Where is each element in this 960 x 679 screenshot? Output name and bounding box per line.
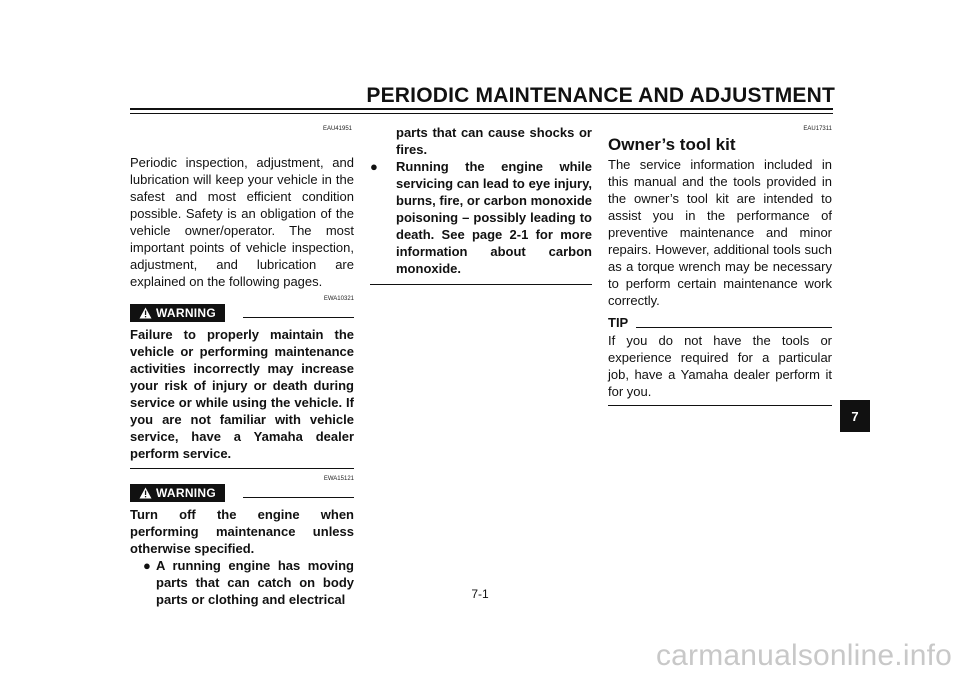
warning-end-rule (370, 284, 592, 285)
bullet-text: Running the engine while servicing can lead to eye injury, burns, fire, or carbon monoxide poisoning – possibly leading to death. See page 2-1 for more information about carbon monoxide. (396, 159, 592, 276)
warning-end-rule (130, 468, 354, 469)
list-item (370, 124, 592, 158)
tip-end-rule (608, 405, 832, 406)
section-title: Owner’s tool kit (608, 135, 736, 154)
warning-code: EWA10321 (323, 296, 354, 302)
list-item (143, 557, 354, 608)
intro-paragraph: Periodic inspection, adjustment, and lubrication will keep your vehicle in the safest and most efficient condition possible. Safety is an obligation of the vehicle owner/operator. The most important points of vehicle inspection, adjustment, and lubrication are explained on the following pages. (130, 155, 354, 289)
tip-rule (636, 327, 832, 328)
warning-code: EWA15121 (323, 476, 354, 482)
warning-bullets-continued (370, 124, 592, 277)
warning-text: Turn off the engine when performing maintenance unless otherwise specified. (130, 507, 354, 556)
tip-header (608, 314, 832, 330)
warning-rule (243, 497, 354, 498)
list-item (370, 158, 592, 277)
column-left (130, 125, 354, 608)
section-code: EAU17311 (803, 126, 832, 132)
column-middle (370, 124, 592, 285)
section-code: EAU41951 (322, 126, 352, 132)
page-title: PERIODIC MAINTENANCE AND ADJUSTMENT (366, 84, 835, 107)
chapter-tab: 7 (840, 400, 870, 432)
warning-label: WARNING (155, 306, 217, 320)
warning-label: WARNING (155, 486, 217, 500)
warning-badge (130, 484, 225, 502)
watermark: carmanualsonline.info (655, 639, 952, 672)
warning-triangle-icon (139, 307, 152, 319)
tip-text: If you do not have the tools or experience required for a particular job, have a Yamaha dealer perform it for you. (608, 333, 832, 399)
warning-header (130, 483, 354, 503)
tip-label: TIP (608, 315, 629, 330)
bullet-text: parts that can cause shocks or fires. (396, 125, 592, 157)
warning-text: Failure to properly maintain the vehicle or performing maintenance activities incorrectly may increase your risk of injury or death during service or while using the vehicle. If you are not familiar with vehicle service, have a Yamaha dealer perform service. (130, 327, 354, 461)
page-number: 7-1 (471, 587, 489, 601)
warning-rule (243, 317, 354, 318)
header-rule-thick (130, 108, 833, 110)
column-right (608, 125, 832, 406)
bullet-icon: ● (370, 159, 378, 174)
warning-header (130, 303, 354, 323)
bullet-icon: ● (143, 558, 151, 573)
warning-bullets (143, 557, 354, 608)
tool-kit-paragraph: The service information included in this manual and the tools provided in the owner’s tool kit are intended to assist you in the performance of preventive maintenance and minor repairs. However, additional tools such as a torque wrench may be necessary to perform certain maintenance work correctly. (608, 157, 832, 308)
header-rule-thin (130, 113, 833, 114)
warning-triangle-icon (139, 487, 152, 499)
warning-badge (130, 304, 225, 322)
bullet-text: A running engine has moving parts that can catch on body parts or clothing and electrical (156, 558, 354, 607)
